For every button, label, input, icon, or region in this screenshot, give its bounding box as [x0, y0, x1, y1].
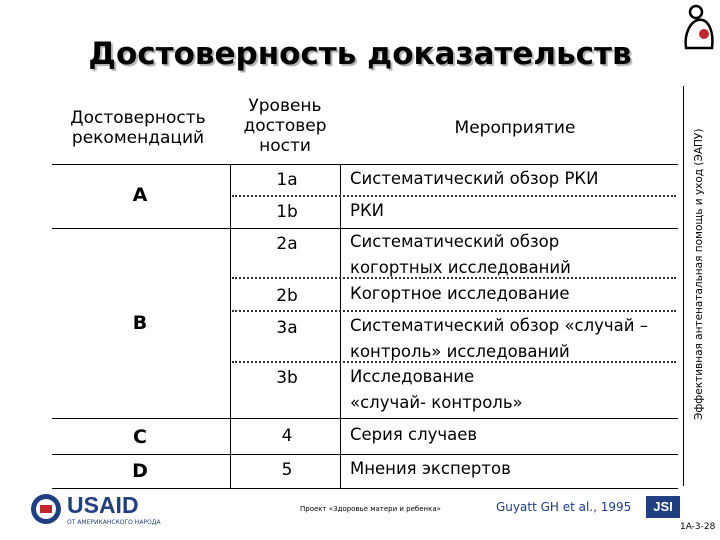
level-1b: 1b — [276, 202, 298, 222]
level-1a: 1a — [276, 170, 298, 190]
measure-5-line: Мнения экспертов — [350, 459, 511, 478]
header-level — [230, 96, 340, 156]
grade-b: B — [132, 312, 148, 334]
usaid-seal-icon — [30, 493, 62, 525]
measure-3b-line1: Исследование — [350, 367, 475, 386]
measure-3b-line2: «случай- контроль» — [350, 393, 523, 412]
side-caption: Эффективная антенатальная помощь и уход (ЭАПУ) — [693, 128, 705, 420]
col-divider-2 — [340, 164, 341, 488]
project-name: Проект «Здоровье матери и ребенка» — [300, 505, 441, 513]
level-3b: 3b — [276, 368, 298, 388]
dotted-2b-3a — [232, 310, 676, 312]
header-recommendation: Достоверность рекомендаций — [70, 108, 206, 148]
usaid-wordmark: USAID — [67, 492, 139, 518]
col-divider-1 — [230, 164, 231, 488]
header-level-text: Уровень достовер ности — [243, 96, 327, 156]
measure-3a-line1: Систематический обзор «случай – — [350, 316, 649, 335]
header-rule — [52, 164, 678, 165]
measure-4 — [350, 422, 477, 448]
rule-c-d — [52, 454, 678, 455]
jsi-text: JSI — [653, 499, 673, 514]
grade-d: D — [132, 460, 148, 482]
measure-2a — [350, 229, 571, 281]
mother-child-logo — [682, 4, 718, 50]
right-divider — [683, 86, 684, 486]
measure-1b — [350, 198, 384, 224]
rule-b-c — [52, 418, 678, 419]
jsi-logo — [646, 496, 680, 518]
measure-2b — [350, 281, 570, 307]
slide-title: Достоверность доказательств — [88, 36, 632, 72]
measure-1a — [350, 166, 598, 192]
measure-1b-line: РКИ — [350, 201, 385, 220]
page-number: 1A-3-28 — [680, 522, 716, 532]
measure-2b-line: Когортное исследование — [350, 284, 570, 303]
measure-3b — [350, 364, 523, 416]
level-2a: 2a — [276, 234, 298, 254]
measure-1a-line: Систематический обзор РКИ — [350, 169, 599, 188]
level-3a: 3a — [276, 318, 298, 338]
level-4: 4 — [281, 426, 293, 446]
measure-2a-line1: Систематический обзор — [350, 232, 560, 251]
measure-3a-line2: контроль» исследований — [350, 342, 570, 361]
measure-3a — [350, 313, 648, 365]
usaid-subtitle: ОТ АМЕРИКАНСКОГО НАРОДА — [67, 519, 161, 526]
measure-4-line: Серия случаев — [350, 425, 478, 444]
dotted-1a-1b — [232, 195, 676, 197]
measure-2a-line2: когортных исследований — [350, 258, 571, 277]
level-5: 5 — [281, 460, 293, 480]
citation: Guyatt GH et al., 1995 — [496, 500, 632, 514]
measure-5 — [350, 456, 511, 482]
grade-a: A — [132, 184, 148, 206]
level-2b: 2b — [276, 286, 298, 306]
grade-c: C — [133, 426, 147, 448]
header-measure: Мероприятие — [454, 118, 576, 138]
rule-bottom — [52, 488, 678, 489]
